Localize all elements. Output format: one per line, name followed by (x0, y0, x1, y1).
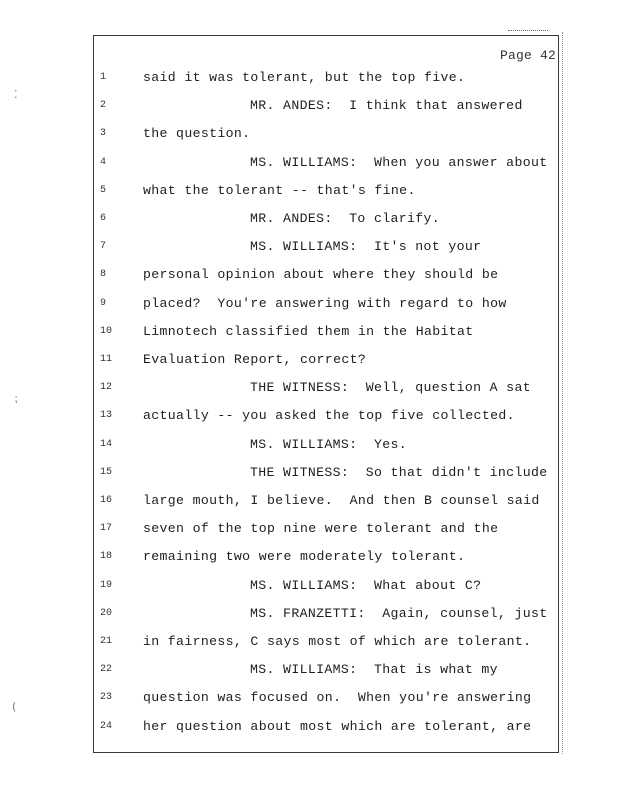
transcript-line (100, 437, 558, 457)
transcript-line (100, 606, 558, 626)
line-number: 1 (100, 72, 107, 83)
line-number: 24 (100, 720, 113, 732)
transcript-line (100, 98, 558, 118)
scan-edge-marks (508, 30, 548, 33)
transcript-line (100, 296, 558, 316)
line-text: seven of the top nine were tolerant and the (143, 521, 499, 537)
line-text: personal opinion about where they should be (143, 267, 499, 283)
transcript-line (100, 662, 558, 682)
page-number: Page 42 (500, 48, 557, 63)
transcript-line (100, 211, 558, 231)
transcript-line (100, 380, 558, 400)
transcript-line (100, 408, 558, 428)
line-text: MS. WILLIAMS: It's not your (250, 239, 482, 255)
transcript-line (100, 324, 558, 344)
line-number: 8 (100, 269, 107, 281)
transcript-line (100, 549, 558, 569)
line-text: what the tolerant -- that's fine. (143, 182, 416, 198)
transcript-line (100, 634, 558, 654)
line-number: 19 (100, 579, 113, 591)
line-text: her question about most which are tolerant, are (143, 718, 532, 734)
line-number: 18 (100, 551, 113, 563)
line-number: 6 (100, 213, 107, 224)
line-number: 3 (100, 128, 107, 140)
line-text: large mouth, I believe. And then B counsel said (143, 493, 540, 508)
transcript-line (100, 70, 558, 90)
transcript-line (100, 183, 558, 203)
line-number: 13 (100, 410, 113, 422)
line-text: THE WITNESS: Well, question A sat (250, 380, 531, 396)
line-text: Limnotech classified them in the Habitat (143, 323, 474, 339)
line-text: question was focused on. When you're answering (143, 690, 532, 706)
transcript-line (100, 690, 558, 710)
line-text: MS. WILLIAMS: Yes. (250, 436, 408, 452)
transcript-line (100, 267, 558, 287)
line-text: MR. ANDES: To clarify. (250, 211, 441, 226)
line-number: 5 (100, 184, 107, 196)
transcript-line (100, 126, 558, 146)
line-number: 2 (100, 100, 107, 112)
line-number: 14 (100, 438, 113, 450)
line-text: said it was tolerant, but the top five. (143, 70, 466, 85)
line-number: 22 (100, 664, 113, 676)
line-number: 11 (100, 354, 113, 365)
line-text: placed? You're answering with regard to how (143, 295, 507, 311)
line-text: in fairness, C says most of which are tolerant. (143, 634, 532, 649)
transcript-line (100, 578, 558, 598)
line-text: MS. WILLIAMS: That is what my (250, 662, 498, 678)
line-text: Evaluation Report, correct? (143, 352, 367, 367)
line-text: the question. (143, 126, 251, 142)
line-text: MS. FRANZETTI: Again, counsel, just (250, 605, 548, 621)
line-number: 21 (100, 636, 113, 647)
line-number: 17 (100, 523, 113, 535)
transcript-line (100, 521, 558, 541)
scan-right-edge (562, 32, 565, 754)
line-number: 7 (100, 241, 107, 253)
transcript-line (100, 719, 558, 739)
margin-scan-mark: ⁏ (14, 392, 18, 405)
line-text: actually -- you asked the top five collected. (143, 408, 515, 424)
line-number: 9 (100, 297, 107, 309)
line-text: MR. ANDES: I think that answered (250, 98, 523, 114)
line-number: 4 (100, 156, 107, 168)
transcript-line (100, 493, 558, 513)
line-number: 23 (100, 692, 113, 704)
transcript-line (100, 465, 558, 485)
line-number: 15 (100, 466, 113, 478)
line-number: 16 (100, 495, 113, 506)
line-number: 20 (100, 607, 113, 619)
line-text: MS. WILLIAMS: When you answer about (250, 154, 548, 170)
line-text: THE WITNESS: So that didn't include (250, 464, 548, 480)
line-number: 10 (100, 325, 113, 337)
margin-scan-mark: ⁚ (14, 88, 18, 101)
line-text: remaining two were moderately tolerant. (143, 549, 466, 565)
line-number: 12 (100, 382, 113, 394)
transcript-line (100, 239, 558, 259)
line-text: MS. WILLIAMS: What about C? (250, 577, 482, 593)
transcript-line (100, 352, 558, 372)
margin-scan-mark: ( (12, 700, 17, 713)
transcript-line (100, 155, 558, 175)
